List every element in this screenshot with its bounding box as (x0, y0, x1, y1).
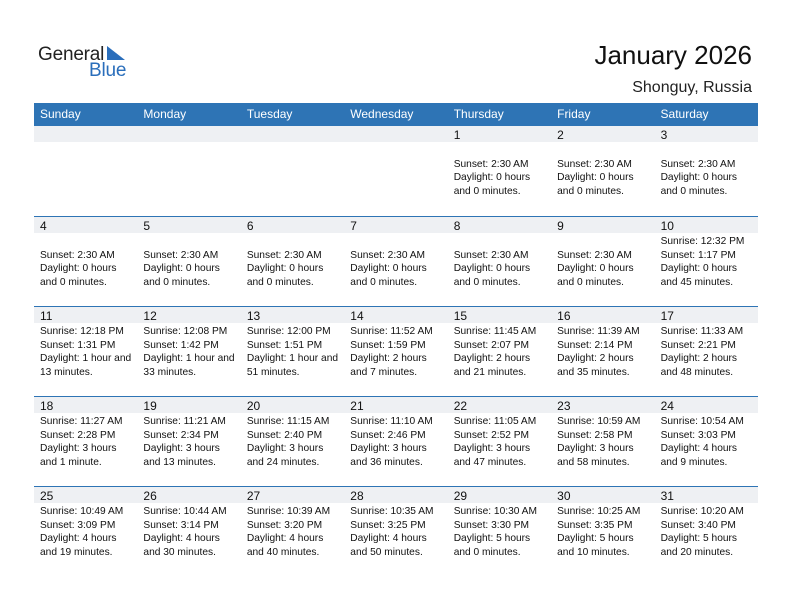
day-cell (137, 126, 240, 216)
sunrise-text (557, 235, 633, 249)
sunrise-text: Sunrise: 11:10 AM (350, 416, 433, 427)
sunrise-text: Sunrise: 10:44 AM (143, 506, 227, 517)
sunrise-text: Sunrise: 11:39 AM (557, 326, 640, 337)
day-cell (448, 396, 551, 486)
sunrise-text: Sunrise: 10:25 AM (557, 506, 641, 517)
daylight-text: and 36 minutes. (350, 457, 423, 469)
daylight-text: and 7 minutes. (350, 367, 418, 379)
sunset-text: Sunset: 2:30 AM (453, 249, 529, 261)
sunrise-text: Sunrise: 12:08 PM (143, 326, 228, 337)
day-number: 15 (453, 309, 468, 323)
day-info (454, 415, 537, 470)
sunrise-text: Sunrise: 10:30 AM (453, 506, 537, 517)
sunset-text: Sunset: 1:42 PM (143, 339, 219, 351)
sunrise-text (40, 235, 116, 249)
daylight-text: Daylight: 0 hours (660, 172, 738, 184)
sunset-text: Sunset: 1:59 PM (350, 339, 426, 351)
day-info (143, 325, 234, 380)
day-cell (551, 486, 654, 576)
day-info (143, 415, 226, 470)
daylight-text: Daylight: 0 hours (660, 263, 738, 275)
sunset-text: Sunset: 2:34 PM (143, 429, 219, 441)
day-info (40, 235, 116, 290)
day-cell (655, 306, 758, 396)
day-cell (241, 486, 344, 576)
daylight-text: and 30 minutes. (143, 547, 216, 559)
day-cell (551, 216, 654, 306)
sunset-text: Sunset: 2:30 AM (40, 249, 115, 261)
day-number: 3 (660, 128, 668, 142)
weekday-tuesday: Tuesday (246, 107, 293, 121)
daylight-text: 13 minutes. (40, 367, 93, 379)
day-number: 8 (453, 219, 461, 233)
sunset-text: Sunset: 1:17 PM (660, 249, 736, 261)
day-info (557, 235, 633, 290)
sunrise-text (143, 235, 219, 249)
week-row (34, 306, 758, 396)
day-info (557, 415, 640, 470)
daylight-text: Daylight: 2 hours (557, 353, 634, 365)
sunset-text: Sunset: 3:30 PM (453, 519, 530, 531)
day-cell (551, 396, 654, 486)
day-info (247, 505, 330, 560)
daylight-text: and 48 minutes. (660, 367, 734, 379)
daylight-text: Daylight: 3 hours (350, 443, 427, 455)
day-cell (655, 216, 758, 306)
daylight-text: and 0 minutes. (660, 186, 728, 198)
week-row (34, 486, 758, 576)
daylight-text: Daylight: 0 hours (40, 263, 117, 275)
weekday-header (34, 103, 758, 126)
daylight-text: Daylight: 0 hours (143, 263, 220, 275)
sunrise-text (661, 144, 737, 158)
daylight-text: Daylight: 0 hours (246, 263, 324, 275)
day-info (247, 415, 330, 470)
day-number: 11 (40, 309, 53, 323)
day-cell (344, 486, 447, 576)
sunset-text: Sunset: 3:25 PM (350, 519, 426, 531)
weekday-friday: Friday (557, 107, 591, 121)
calendar-title: January 2026 (594, 40, 752, 70)
weekday-monday: Monday (143, 107, 187, 121)
day-number: 18 (40, 399, 54, 413)
day-number: 7 (350, 219, 357, 233)
day-cell (241, 396, 344, 486)
day-number: 12 (143, 309, 157, 323)
daylight-text: Daylight: 3 hours (143, 443, 220, 455)
daylight-text: Daylight: 4 hours (40, 533, 117, 545)
day-info (454, 505, 537, 560)
day-number: 2 (557, 128, 564, 142)
sunset-text: Sunset: 3:35 PM (557, 519, 633, 531)
day-number: 25 (40, 489, 54, 503)
sunrise-text (557, 144, 633, 158)
sunset-text: Sunset: 2:28 PM (40, 429, 116, 441)
daylight-text: Daylight: 5 hours (660, 533, 738, 545)
day-number: 28 (350, 489, 364, 503)
sunrise-text: Sunrise: 10:54 AM (660, 416, 744, 427)
day-number: 23 (557, 399, 571, 413)
weekday-wednesday: Wednesday (350, 107, 414, 121)
day-number: 24 (660, 399, 674, 413)
day-info (661, 325, 744, 380)
day-number: 27 (246, 489, 261, 503)
day-cell (241, 216, 344, 306)
sunset-text: Sunset: 2:58 PM (557, 429, 633, 441)
daylight-text: Daylight: 2 hours (660, 353, 738, 365)
weekday-thursday: Thursday (453, 107, 504, 121)
daylight-text: and 0 minutes. (453, 186, 521, 198)
day-cell (344, 126, 447, 216)
daylight-text: and 0 minutes. (40, 277, 107, 289)
daylight-text: and 0 minutes. (453, 547, 521, 559)
day-info (661, 235, 745, 290)
day-cell (551, 306, 654, 396)
day-cell (137, 486, 240, 576)
daylight-text: Daylight: 5 hours (557, 533, 634, 545)
day-info (40, 505, 123, 560)
day-cell (344, 396, 447, 486)
daylight-text: and 0 minutes. (453, 277, 521, 289)
logo-general-text: General (38, 44, 105, 65)
day-info (40, 415, 123, 470)
day-info (143, 235, 219, 290)
day-info (350, 235, 426, 290)
day-cell (34, 216, 137, 306)
day-info (454, 235, 530, 290)
sunset-text: Sunset: 2:46 PM (350, 429, 426, 441)
day-number: 22 (453, 399, 468, 413)
daylight-text: and 20 minutes. (660, 547, 734, 559)
daylight-text: and 1 minute. (40, 457, 102, 469)
sunrise-text: Sunrise: 12:32 PM (660, 236, 745, 247)
sunset-text: Sunset: 2:30 AM (557, 158, 632, 170)
day-cell (655, 396, 758, 486)
daylight-text: Daylight: 1 hour and (246, 353, 339, 365)
day-cell (448, 216, 551, 306)
weekday-saturday: Saturday (660, 107, 709, 121)
day-cell (655, 486, 758, 576)
day-number: 26 (143, 489, 157, 503)
sunrise-text: Sunrise: 10:35 AM (350, 506, 434, 517)
day-info (661, 505, 744, 560)
day-info (661, 415, 744, 470)
day-cell (655, 126, 758, 216)
daylight-text: and 0 minutes. (246, 277, 314, 289)
sunset-text: Sunset: 2:14 PM (557, 339, 633, 351)
sunset-text: Sunset: 3:40 PM (660, 519, 736, 531)
daylight-text: Daylight: 4 hours (143, 533, 220, 545)
sunrise-text: Sunrise: 10:59 AM (557, 416, 641, 427)
day-info (454, 325, 537, 380)
sunrise-text: Sunrise: 10:49 AM (40, 506, 124, 517)
sunrise-text: Sunrise: 11:33 AM (660, 326, 744, 337)
day-number: 1 (453, 128, 461, 142)
day-number: 21 (350, 399, 364, 413)
sunrise-text: Sunrise: 11:52 AM (350, 326, 433, 337)
daylight-text: Daylight: 0 hours (557, 172, 634, 184)
day-number: 30 (557, 489, 571, 503)
sunset-text: Sunset: 2:30 AM (350, 249, 426, 261)
day-cell (551, 126, 654, 216)
daylight-text: and 35 minutes. (557, 367, 630, 379)
day-number: 5 (143, 219, 151, 233)
sunrise-text: Sunrise: 10:39 AM (246, 506, 331, 517)
daylight-text: Daylight: 5 hours (453, 533, 531, 545)
sunrise-text (454, 144, 530, 158)
day-info (350, 415, 433, 470)
daylight-text: and 13 minutes. (143, 457, 216, 469)
daylight-text: and 40 minutes. (246, 547, 320, 559)
calendar-location: Shonguy, Russia (632, 79, 752, 96)
day-cell (241, 126, 344, 216)
day-cell (34, 486, 137, 576)
day-cell (344, 306, 447, 396)
day-number: 9 (557, 219, 564, 233)
day-cell (34, 306, 137, 396)
sunset-text: Sunset: 1:51 PM (246, 339, 323, 351)
sunrise-text: Sunrise: 11:15 AM (246, 416, 330, 427)
daylight-text: Daylight: 4 hours (350, 533, 427, 545)
day-number: 6 (246, 219, 254, 233)
day-info (143, 505, 226, 560)
sunrise-text: Sunrise: 12:00 PM (246, 326, 331, 337)
sunrise-text: Sunrise: 11:45 AM (453, 326, 537, 337)
sunset-text: Sunset: 2:52 PM (453, 429, 530, 441)
sunrise-text (454, 235, 530, 249)
daylight-text: Daylight: 1 hour and (40, 353, 132, 365)
daylight-text: Daylight: 4 hours (660, 443, 738, 455)
day-cell (34, 126, 137, 216)
day-info (40, 325, 131, 380)
day-number: 13 (246, 309, 261, 323)
logo (38, 44, 138, 84)
daylight-text: 51 minutes. (246, 367, 300, 379)
day-cell (344, 216, 447, 306)
day-cell (137, 306, 240, 396)
day-cell (448, 306, 551, 396)
sunset-text: Sunset: 3:09 PM (40, 519, 116, 531)
daylight-text: Daylight: 0 hours (557, 263, 634, 275)
day-info (350, 505, 433, 560)
day-info (661, 144, 737, 199)
day-info (557, 325, 640, 380)
sunset-text: Sunset: 2:30 AM (453, 158, 529, 170)
sunset-text: Sunset: 3:14 PM (143, 519, 219, 531)
day-number: 16 (557, 309, 571, 323)
sunset-text: Sunset: 2:30 AM (143, 249, 219, 261)
daylight-text: Daylight: 3 hours (453, 443, 531, 455)
weekday-sunday: Sunday (40, 107, 81, 121)
sunrise-text: Sunrise: 11:05 AM (453, 416, 537, 427)
day-cell (448, 486, 551, 576)
day-number: 20 (246, 399, 261, 413)
daylight-text: and 58 minutes. (557, 457, 630, 469)
daylight-text: and 19 minutes. (40, 547, 113, 559)
daylight-text: and 50 minutes. (350, 547, 423, 559)
daylight-text: Daylight: 0 hours (350, 263, 427, 275)
daylight-text: Daylight: 3 hours (40, 443, 117, 455)
sunset-text: Sunset: 2:21 PM (660, 339, 736, 351)
sunset-text: Sunset: 2:30 AM (246, 249, 322, 261)
daylight-text: Daylight: 3 hours (246, 443, 324, 455)
daylight-text: and 45 minutes. (660, 277, 734, 289)
daylight-text: and 21 minutes. (453, 367, 527, 379)
daylight-text: and 9 minutes. (660, 457, 728, 469)
day-cell (137, 216, 240, 306)
sunset-text: Sunset: 3:20 PM (246, 519, 323, 531)
sunrise-text: Sunrise: 12:18 PM (40, 326, 124, 337)
daylight-text: Daylight: 2 hours (453, 353, 531, 365)
sunrise-text: Sunrise: 11:27 AM (40, 416, 123, 427)
day-info (350, 325, 433, 380)
daylight-text: Daylight: 0 hours (453, 263, 531, 275)
sunrise-text (247, 235, 323, 249)
daylight-text: and 47 minutes. (453, 457, 527, 469)
daylight-text: and 0 minutes. (557, 277, 624, 289)
sunset-text: Sunset: 1:31 PM (40, 339, 116, 351)
daylight-text: Daylight: 3 hours (557, 443, 634, 455)
day-info (247, 325, 338, 380)
day-number: 19 (143, 399, 157, 413)
day-cell (34, 396, 137, 486)
day-cell (448, 126, 551, 216)
daylight-text: and 0 minutes. (143, 277, 211, 289)
daylight-text: Daylight: 2 hours (350, 353, 427, 365)
sunrise-text (350, 235, 426, 249)
daylight-text: and 0 minutes. (350, 277, 418, 289)
day-number: 10 (660, 219, 674, 233)
logo-triangle-icon (107, 46, 125, 60)
day-info (557, 144, 633, 199)
daylight-text: Daylight: 4 hours (246, 533, 324, 545)
daylight-text: and 10 minutes. (557, 547, 630, 559)
sunrise-text: Sunrise: 11:21 AM (143, 416, 226, 427)
daylight-text: 33 minutes. (143, 367, 197, 379)
day-info (247, 235, 323, 290)
daylight-text: Daylight: 0 hours (453, 172, 531, 184)
daylight-text: and 24 minutes. (246, 457, 320, 469)
sunset-text: Sunset: 2:30 AM (660, 158, 736, 170)
daylight-text: and 0 minutes. (557, 186, 624, 198)
logo-blue-text: Blue (89, 60, 127, 81)
day-number: 17 (660, 309, 674, 323)
week-row (34, 126, 758, 216)
daylight-text: Daylight: 1 hour and (143, 353, 235, 365)
day-cell (137, 396, 240, 486)
sunrise-text: Sunrise: 10:20 AM (660, 506, 744, 517)
day-cell (241, 306, 344, 396)
day-info (557, 505, 640, 560)
day-number: 14 (350, 309, 364, 323)
day-number: 29 (453, 489, 468, 503)
week-row (34, 396, 758, 486)
day-number: 4 (40, 219, 47, 233)
sunset-text: Sunset: 3:03 PM (660, 429, 736, 441)
week-row (34, 216, 758, 306)
day-number: 31 (660, 489, 674, 503)
sunset-text: Sunset: 2:30 AM (557, 249, 632, 261)
day-info (454, 144, 530, 199)
sunset-text: Sunset: 2:40 PM (246, 429, 323, 441)
sunset-text: Sunset: 2:07 PM (453, 339, 530, 351)
